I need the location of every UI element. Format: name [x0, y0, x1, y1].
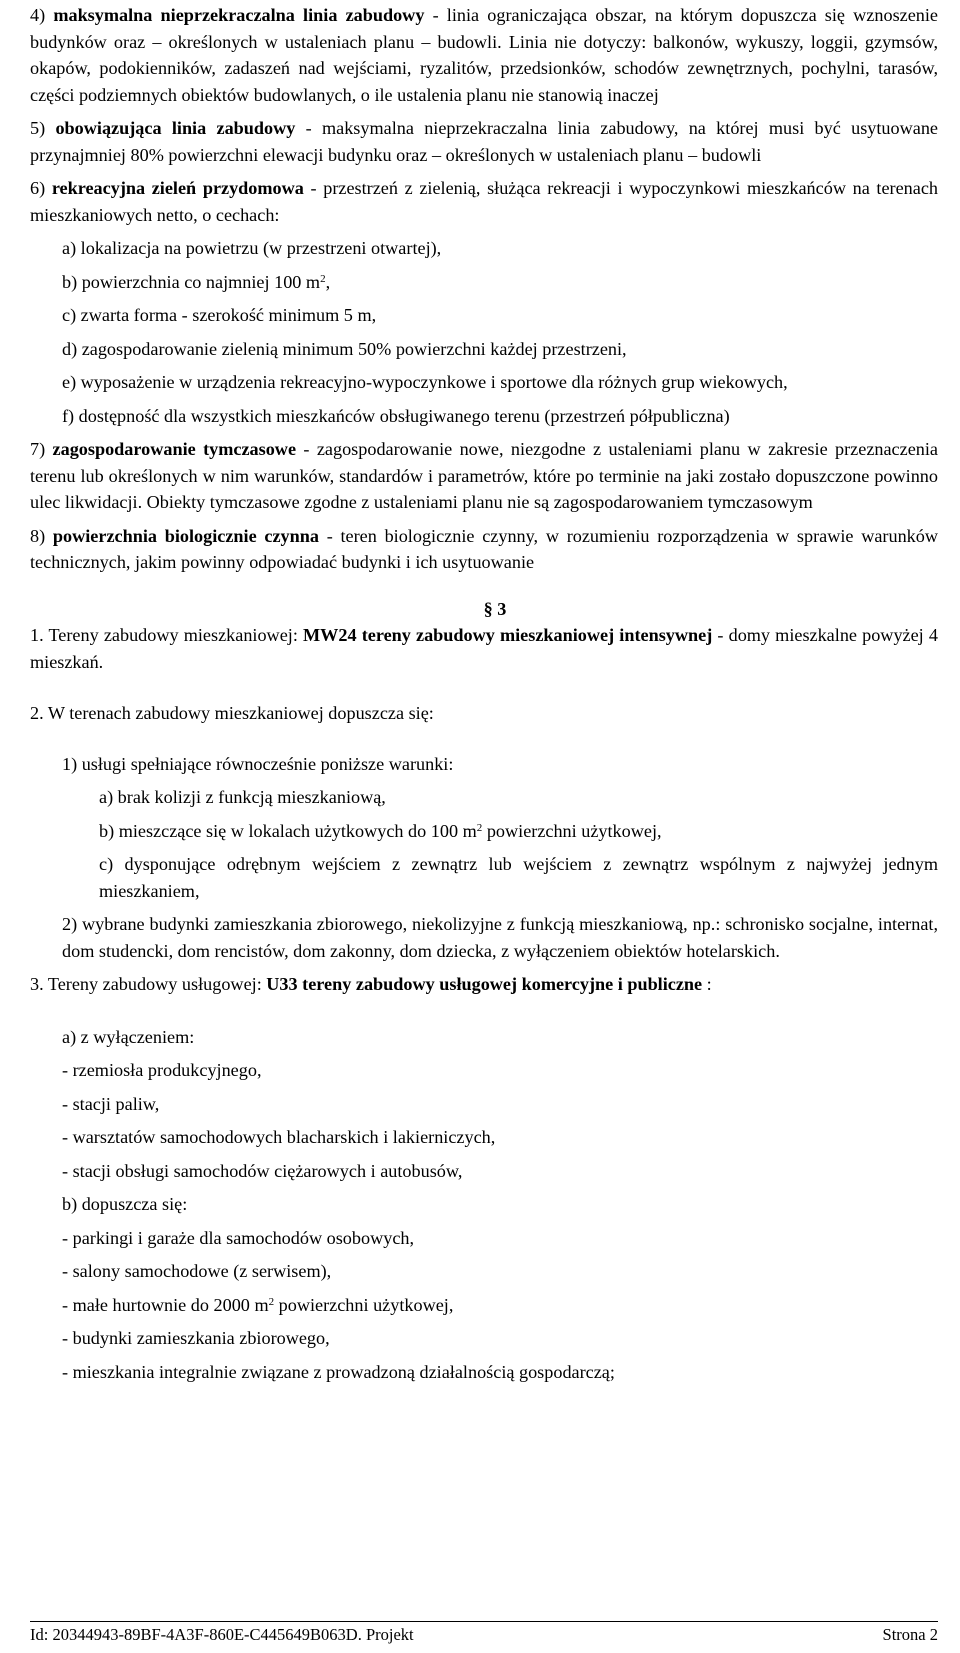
- definition-number: 6): [30, 178, 46, 198]
- list-heading: b) dopuszcza się:: [62, 1194, 188, 1214]
- clause-2-intro: 2. W terenach zabudowy mieszkaniowej dopuszcza się:: [30, 703, 434, 723]
- definition-term: obowiązująca linia zabudowy: [55, 118, 296, 138]
- definition-text: - zagospodarowanie nowe, niezgodne z ustaleniami planu w zakresie przeznaczenia terenu lub określonych w nim warunków, standardów i parametrów, które po terminie na jaki zostało dopuszczone powinno ulec likwidacji. Obiekty tymczasowe zgodne z ustaleniami planu nie są zagospodarowaniem tymczasowym: [30, 439, 938, 512]
- definition-term: powierzchnia biologicznie czynna: [52, 525, 319, 546]
- clause-suffix: - domy mieszkalne powyżej 4 mieszkań.: [30, 625, 938, 672]
- list-heading: a) z wyłączeniem:: [62, 1026, 195, 1047]
- clause-2-point-2: 2) wybrane budynki zamieszkania zbiorowego, niekolizyjne z funkcją mieszkaniową, np.: schronisko socjalne, internat, dom studencki, dom rencistów, dom zakonny, dom dziecka, z wyłączeniem obiektów hotelarskich.: [62, 914, 938, 961]
- list-item: c) zwarta forma - szerokość minimum 5 m,: [62, 305, 377, 325]
- list-item: - rzemiosła produkcyjnego,: [62, 1060, 262, 1080]
- list-item: d) zagospodarowanie zielenią minimum 50% powierzchni każdej przestrzeni,: [62, 338, 627, 359]
- list-item: - mieszkania integralnie związane z prowadzoną działalnością gospodarczą;: [62, 1361, 615, 1382]
- list-item: - parkingi i garaże dla samochodów osobowych,: [62, 1227, 415, 1248]
- list-item: e) wyposażenie w urządzenia rekreacyjno-wypoczynkowe i sportowe dla różnych grup wiekowych,: [62, 372, 788, 392]
- clause-prefix: 3. Tereny zabudowy usługowej:: [30, 974, 267, 994]
- list-item: a) brak kolizji z funkcją mieszkaniową,: [99, 787, 386, 807]
- definition-term: zagospodarowanie tymczasowe: [52, 439, 297, 459]
- document-id: Id: 20344943-89BF-4A3F-860E-C445649B063D. Projekt: [30, 1625, 414, 1644]
- page-footer: [30, 1625, 938, 1645]
- page-number: Strona 2: [882, 1625, 938, 1644]
- list-item: [99, 818, 938, 845]
- definition-4: [30, 2, 938, 108]
- clause-3: [30, 971, 938, 998]
- definition-number: 7): [30, 439, 46, 459]
- definition-number: 5): [30, 118, 46, 138]
- list-item-suffix: powierzchni użytkowej,: [274, 1294, 454, 1315]
- definition-number: 4): [30, 5, 46, 25]
- definition-text: - linia ograniczająca obszar, na którym dopuszcza się wznoszenie budynków oraz – określonych w ustaleniach planu – budowli. Linia nie dotyczy: balkonów, wykuszy, loggii, gzymsów, okapów, podokienników, zadaszeń nad wejściami, ryzalitów, przedsionków, schodów zewnętrznych, pochylni, tarasów, części podziemnych obiektów budowlanych, o ile ustalenia planu nie stanowią inaczej: [30, 5, 939, 105]
- definition-8: [30, 523, 938, 576]
- superscript: 2: [320, 272, 326, 285]
- superscript: 2: [268, 1295, 275, 1308]
- list-item: f) dostępność dla wszystkich mieszkańców obsługiwanego terenu (przestrzeń półpubliczna): [62, 405, 730, 426]
- list-item-text: b) powierzchnia co najmniej 100 m: [62, 271, 321, 292]
- clause-prefix: 1. Tereny zabudowy mieszkaniowej:: [30, 625, 304, 645]
- list-item-text: b) mieszczące się w lokalach użytkowych do 100 m: [99, 820, 477, 841]
- zone-name: U33 tereny zabudowy usługowej komercyjne i publiczne: [266, 974, 703, 994]
- definition-text: - teren biologicznie czynny, w rozumieniu rozporządzenia w sprawie warunków technicznych, jakim powinny odpowiadać budynki i ich usytuowanie: [30, 525, 938, 572]
- list-item: - stacji paliw,: [62, 1093, 160, 1114]
- superscript: 2: [476, 821, 483, 834]
- definition-5: [30, 115, 938, 168]
- definition-term: maksymalna nieprzekraczalna linia zabudowy: [53, 5, 425, 25]
- list-item: [62, 1292, 938, 1319]
- definition-text: - maksymalna nieprzekraczalna linia zabudowy, na której musi być usytuowane przynajmniej 80% powierzchni elewacji budynku oraz – określonych w ustaleniach planu – budowli: [30, 118, 938, 165]
- document-page: [30, 0, 938, 1385]
- clause-1: [30, 622, 938, 675]
- definition-6: [30, 175, 938, 228]
- list-item-text: - małe hurtownie do 2000 m: [62, 1294, 269, 1315]
- footer-rule: [30, 1621, 938, 1622]
- clause-suffix: :: [702, 974, 712, 994]
- definition-text: - przestrzeń z zielenią, służąca rekreacji i wypoczynkowi mieszkańców na terenach mieszkaniowych netto, o cechach:: [30, 178, 939, 225]
- list-item-suffix: ,: [325, 271, 331, 292]
- list-item: - warsztatów samochodowych blacharskich i lakierniczych,: [62, 1127, 496, 1147]
- list-item: - stacji obsługi samochodów ciężarowych i autobusów,: [62, 1160, 463, 1181]
- list-item: a) lokalizacja na powietrzu (w przestrzeni otwartej),: [62, 238, 442, 258]
- definition-number: 8): [30, 525, 46, 546]
- definition-term: rekreacyjna zieleń przydomowa: [51, 178, 304, 198]
- list-item-suffix: powierzchni użytkowej,: [482, 820, 662, 841]
- clause-2-point-1: 1) usługi spełniające równocześnie poniższe warunki:: [62, 753, 454, 774]
- list-item: - budynki zamieszkania zbiorowego,: [62, 1328, 330, 1348]
- definition-7: [30, 436, 938, 516]
- list-item: - salony samochodowe (z serwisem),: [62, 1261, 332, 1281]
- zone-name: MW24 tereny zabudowy mieszkaniowej intensywnej: [303, 625, 713, 645]
- list-item: c) dysponujące odrębnym wejściem z zewnątrz lub wejściem z zewnątrz wspólnym z najwyżej jednym mieszkaniem,: [99, 854, 938, 901]
- section-heading: § 3: [483, 598, 507, 619]
- list-item: [62, 269, 938, 296]
